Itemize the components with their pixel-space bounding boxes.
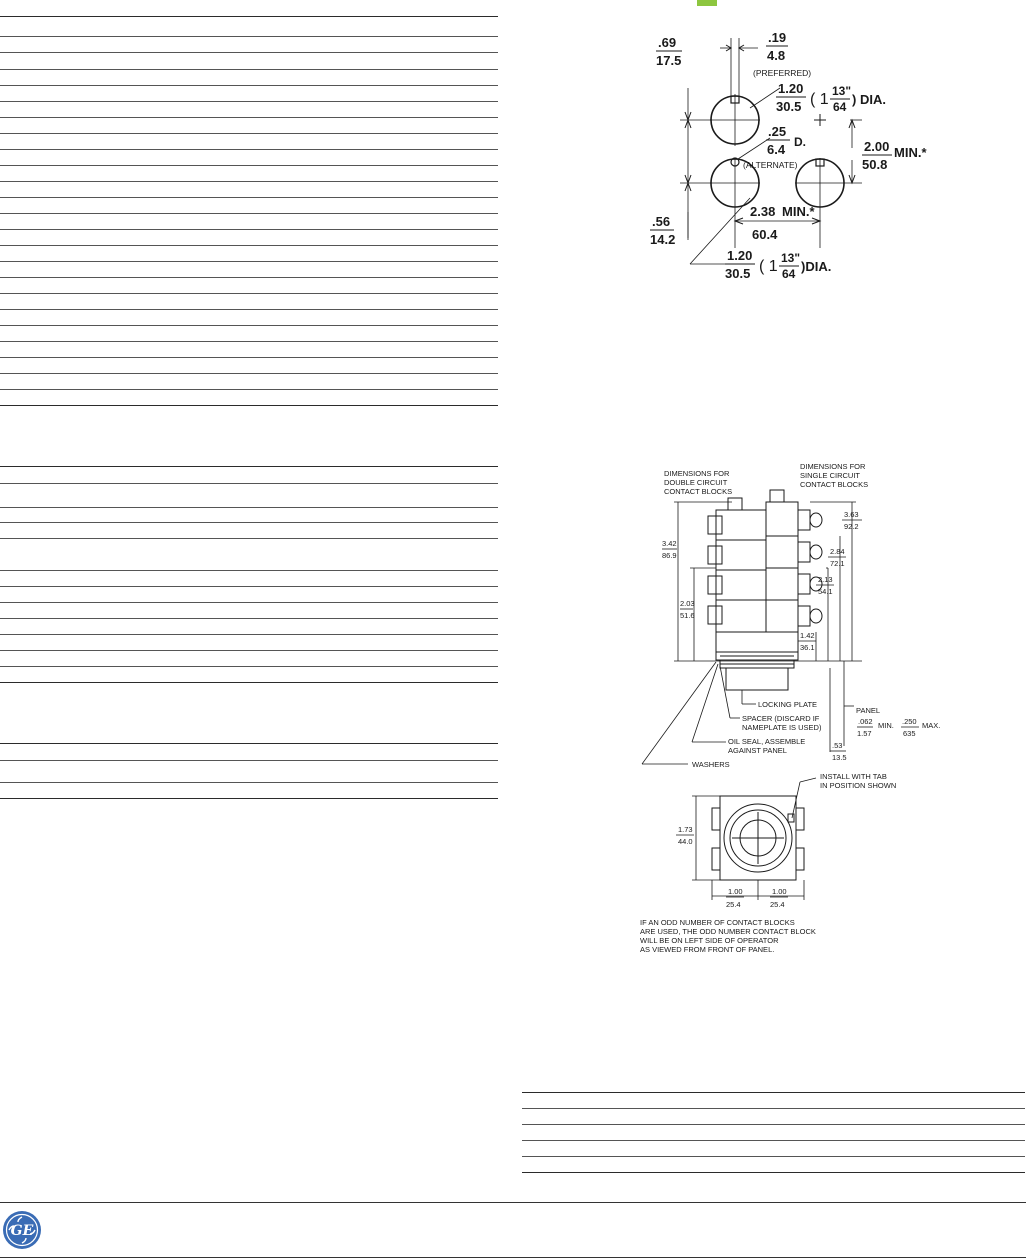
table-rule	[0, 483, 498, 484]
table-rule	[522, 1156, 1025, 1157]
p-min: MIN.	[878, 721, 894, 730]
d100b: 1.00	[772, 887, 787, 896]
table-rule	[0, 373, 498, 374]
table-rule	[0, 165, 498, 166]
table-rule	[0, 618, 498, 619]
dim-056: .56	[652, 214, 671, 229]
table-rule	[0, 389, 498, 390]
table-rule	[0, 52, 498, 53]
table-rule	[0, 650, 498, 651]
table-rule	[0, 507, 498, 508]
table-rule	[0, 229, 498, 230]
table-rule	[522, 1172, 1025, 1173]
table-rule	[0, 261, 498, 262]
table-rule	[0, 181, 498, 182]
d254a: 25.4	[726, 900, 741, 909]
p157: 1.57	[857, 729, 872, 738]
dia-a-suffix: ) DIA.	[852, 92, 886, 107]
sgl-title-2: SINGLE CIRCUIT	[800, 471, 861, 480]
page-footer	[0, 1202, 1026, 1258]
table-rule	[0, 538, 498, 539]
assembly-drawing	[632, 456, 972, 956]
p-max: MAX.	[922, 721, 941, 730]
dia-a-prefix: ( 1	[810, 91, 829, 108]
table-rule	[0, 522, 498, 523]
table-rule	[0, 309, 498, 310]
d361: 36.1	[800, 643, 815, 652]
spacer-label-2: NAMEPLATE IS USED)	[742, 723, 822, 732]
table-rule	[0, 277, 498, 278]
d541: 54.1	[818, 587, 833, 596]
p635: 635	[903, 729, 916, 738]
d721: 72.1	[830, 559, 845, 568]
dim-64: 6.4	[767, 142, 786, 157]
front-view	[712, 796, 804, 880]
d142: 1.42	[800, 631, 815, 640]
panel-cutout-drawing	[630, 8, 940, 290]
dia-a-frac-num: 13"	[832, 84, 852, 98]
accent-marker	[697, 0, 717, 6]
table-rule	[0, 666, 498, 667]
d284: 2.84	[830, 547, 845, 556]
dim-200: 2.00	[864, 139, 890, 154]
preferred-label: (PREFERRED)	[753, 68, 812, 78]
table-rule	[0, 149, 498, 150]
table-rule	[0, 101, 498, 102]
dbl-title-3: CONTACT BLOCKS	[664, 487, 733, 496]
table-rule	[0, 133, 498, 134]
dia-b-suffix: )DIA.	[801, 259, 832, 274]
min-star-b: MIN.*	[782, 204, 815, 219]
table-rule	[522, 1108, 1025, 1109]
p062: .062	[858, 717, 873, 726]
dim-025: .25	[768, 124, 787, 139]
table-rule	[0, 586, 498, 587]
table-rule	[0, 782, 498, 783]
table-rule	[0, 16, 498, 17]
table-rule	[0, 634, 498, 635]
oil-seal-label-2: AGAINST PANEL	[728, 746, 787, 755]
table-rule	[0, 117, 498, 118]
dim-305b: 30.5	[725, 266, 751, 281]
table-rule	[522, 1092, 1025, 1093]
note-line-3: WILL BE ON LEFT SIDE OF OPERATOR	[640, 936, 779, 945]
table-rule	[0, 682, 498, 683]
note-line-1: IF AN ODD NUMBER OF CONTACT BLOCKS	[640, 918, 795, 927]
dim-238: 2.38	[750, 204, 776, 219]
contact-block-stack	[708, 490, 822, 632]
dim-305a: 30.5	[776, 99, 802, 114]
panel-label: PANEL	[856, 706, 881, 715]
d173: 1.73	[678, 825, 693, 834]
min-star-a: MIN.*	[894, 145, 927, 160]
dbl-title-1: DIMENSIONS FOR	[664, 469, 730, 478]
d869: 86.9	[662, 551, 677, 560]
dim-508: 50.8	[862, 157, 888, 172]
dbl-title-2: DOUBLE CIRCUIT	[664, 478, 728, 487]
d922: 92.2	[844, 522, 859, 531]
table-rule	[0, 325, 498, 326]
table-rule	[522, 1124, 1025, 1125]
dim-069: .69	[658, 35, 677, 50]
table-rule	[0, 213, 498, 214]
table-rule	[0, 197, 498, 198]
sgl-title-1: DIMENSIONS FOR	[800, 462, 866, 471]
ge-logo-icon	[2, 1210, 42, 1250]
spacer-label-1: SPACER (DISCARD IF	[742, 714, 820, 723]
d213: 2.13	[818, 575, 833, 584]
d440: 44.0	[678, 837, 693, 846]
alternate-label: (ALTERNATE)	[743, 160, 798, 170]
table-rule	[0, 570, 498, 571]
dim-142: 14.2	[650, 232, 676, 247]
table-rule	[0, 760, 498, 761]
install-label-2: IN POSITION SHOWN	[820, 781, 897, 790]
table-rule	[0, 293, 498, 294]
table-rule	[0, 798, 498, 799]
table-rule	[0, 405, 498, 406]
table-rule	[0, 602, 498, 603]
table-rule	[522, 1140, 1025, 1141]
table-rule	[0, 466, 498, 467]
d254b: 25.4	[770, 900, 785, 909]
d203: 2.03	[680, 599, 695, 608]
washers-label: WASHERS	[692, 760, 730, 769]
table-rule	[0, 85, 498, 86]
footer-rule	[0, 1202, 1026, 1203]
dia-a-frac-den: 64	[833, 100, 847, 114]
sgl-title-3: CONTACT BLOCKS	[800, 480, 869, 489]
dia-b-frac-num: 13"	[781, 251, 801, 265]
footer-rule	[0, 1257, 1026, 1258]
dim-48: 4.8	[767, 48, 786, 63]
table-rule	[0, 341, 498, 342]
note-line-2: ARE USED, THE ODD NUMBER CONTACT BLOCK	[640, 927, 816, 936]
d-label: D.	[794, 135, 806, 149]
dim-175: 17.5	[656, 53, 682, 68]
table-rule	[0, 245, 498, 246]
note-line-4: AS VIEWED FROM FRONT OF PANEL.	[640, 945, 775, 954]
dia-b-frac-den: 64	[782, 267, 796, 281]
d135: 13.5	[832, 753, 847, 762]
table-rule	[0, 743, 498, 744]
d053: .53	[832, 741, 843, 750]
d100a: 1.00	[728, 887, 743, 896]
dim-120b: 1.20	[727, 248, 753, 263]
install-label-1: INSTALL WITH TAB	[820, 772, 887, 781]
oil-seal-label-1: OIL SEAL, ASSEMBLE	[728, 737, 806, 746]
dia-b-prefix: ( 1	[759, 258, 778, 275]
dim-604: 60.4	[752, 227, 778, 242]
locking-plate-label: LOCKING PLATE	[758, 700, 818, 709]
table-rule	[0, 357, 498, 358]
d516: 51.6	[680, 611, 695, 620]
d363: 3.63	[844, 510, 859, 519]
d342: 3.42	[662, 539, 677, 548]
dim-120a: 1.20	[778, 81, 804, 96]
p250: .250	[902, 717, 917, 726]
table-rule	[0, 36, 498, 37]
table-rule	[0, 69, 498, 70]
svg-text:GE: GE	[10, 1223, 34, 1239]
dim-019: .19	[768, 30, 787, 45]
